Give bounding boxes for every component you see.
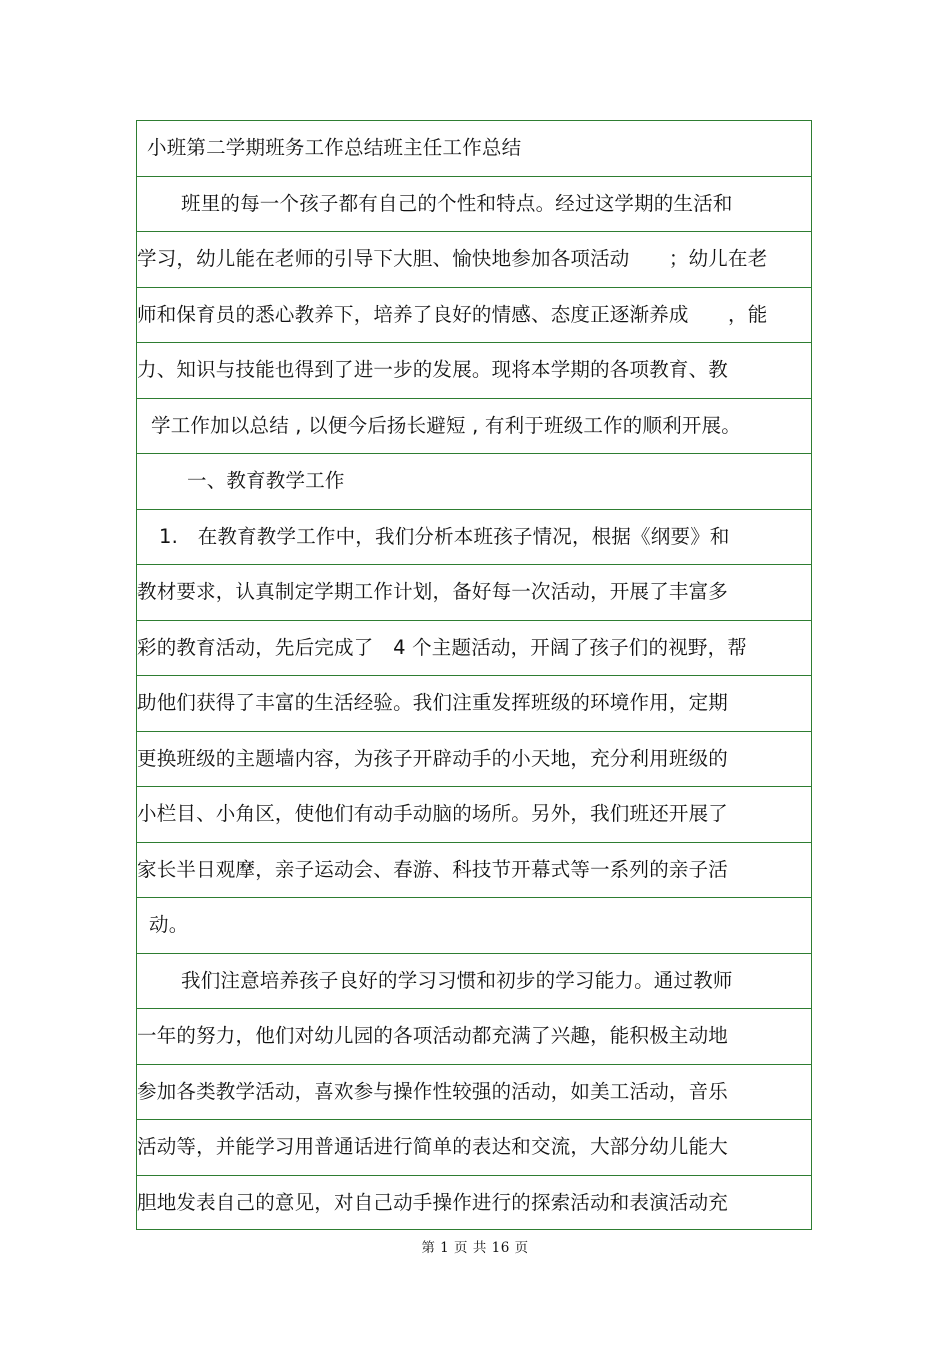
text-line-content: 力、知识与技能也得到了进一步的发展。现将本学期的各项教育、教 xyxy=(137,358,729,381)
text-line-content: 班里的每一个孩子都有自己的个性和特点。经过这学期的生活和 xyxy=(181,191,733,215)
text-line xyxy=(137,343,811,399)
text-line xyxy=(137,1009,811,1065)
text-line xyxy=(137,954,811,1010)
text-line-content: 我们注意培养孩子良好的学习习惯和初步的学习能力。通过教师 xyxy=(181,968,733,992)
text-line-content: 教材要求，认真制定学期工作计划，备好每一次活动，开展了丰富多 xyxy=(137,580,729,603)
text-line xyxy=(137,898,811,954)
document-table xyxy=(136,120,812,1230)
text-line xyxy=(137,565,811,621)
text-line xyxy=(137,232,811,288)
document-title: 小班第二学期班务工作总结班主任工作总结 xyxy=(147,136,522,159)
text-line xyxy=(137,288,811,344)
text-line xyxy=(137,787,811,843)
text-line xyxy=(137,1065,811,1121)
text-line-content: 彩的教育活动，先后完成了 4 个主题活动，开阔了孩子们的视野，帮 xyxy=(137,635,748,659)
text-line xyxy=(137,621,811,677)
section-heading: 一、教育教学工作 xyxy=(187,469,345,492)
text-line-content: 小栏目、小角区，使他们有动手动脑的场所。另外，我们班还开展了 xyxy=(137,802,729,825)
text-line-content: 活动等，并能学习用普通话进行简单的表达和交流，大部分幼儿能大 xyxy=(137,1135,729,1158)
page-number-footer: 第 1 页 共 16 页 xyxy=(421,1240,529,1256)
text-line-content: 动。 xyxy=(149,913,189,936)
text-line xyxy=(137,177,811,233)
text-line xyxy=(137,510,811,566)
text-line-content: 一年的努力，他们对幼儿园的各项活动都充满了兴趣，能积极主动地 xyxy=(137,1024,729,1047)
text-line xyxy=(137,676,811,732)
text-line-content: 助他们获得了丰富的生活经验。我们注重发挥班级的环境作用，定期 xyxy=(137,691,729,714)
text-line-content: 更换班级的主题墙内容，为孩子开辟动手的小天地，充分利用班级的 xyxy=(137,746,729,770)
text-line-content: 学习，幼儿能在老师的引导下大胆、愉快地参加各项活动 ；幼儿在老 xyxy=(137,247,768,270)
text-line xyxy=(137,732,811,788)
text-line xyxy=(137,843,811,899)
text-line xyxy=(137,1120,811,1176)
text-line xyxy=(137,1176,811,1232)
text-line-content: 师和保育员的悉心教养下，培养了良好的情感、态度正逐渐养成 ，能 xyxy=(137,302,768,326)
text-line-content: 参加各类教学活动，喜欢参与操作性较强的活动，如美工活动，音乐 xyxy=(137,1079,729,1103)
text-line-content: 胆地发表自己的意见，对自己动手操作进行的探索活动和表演活动充 xyxy=(137,1190,729,1214)
text-line-content: 1. 在教育教学工作中，我们分析本班孩子情况，根据《纲要》和 xyxy=(159,524,730,548)
text-line-content: 家长半日观摩，亲子运动会、春游、科技节开幕式等一系列的亲子活 xyxy=(137,857,729,881)
document-title-row xyxy=(137,121,811,177)
text-line-content: 学工作加以总结 , 以便今后扬长避短 , 有利于班级工作的顺利开展。 xyxy=(151,413,741,437)
text-line xyxy=(137,399,811,455)
section-heading-row xyxy=(137,454,811,510)
